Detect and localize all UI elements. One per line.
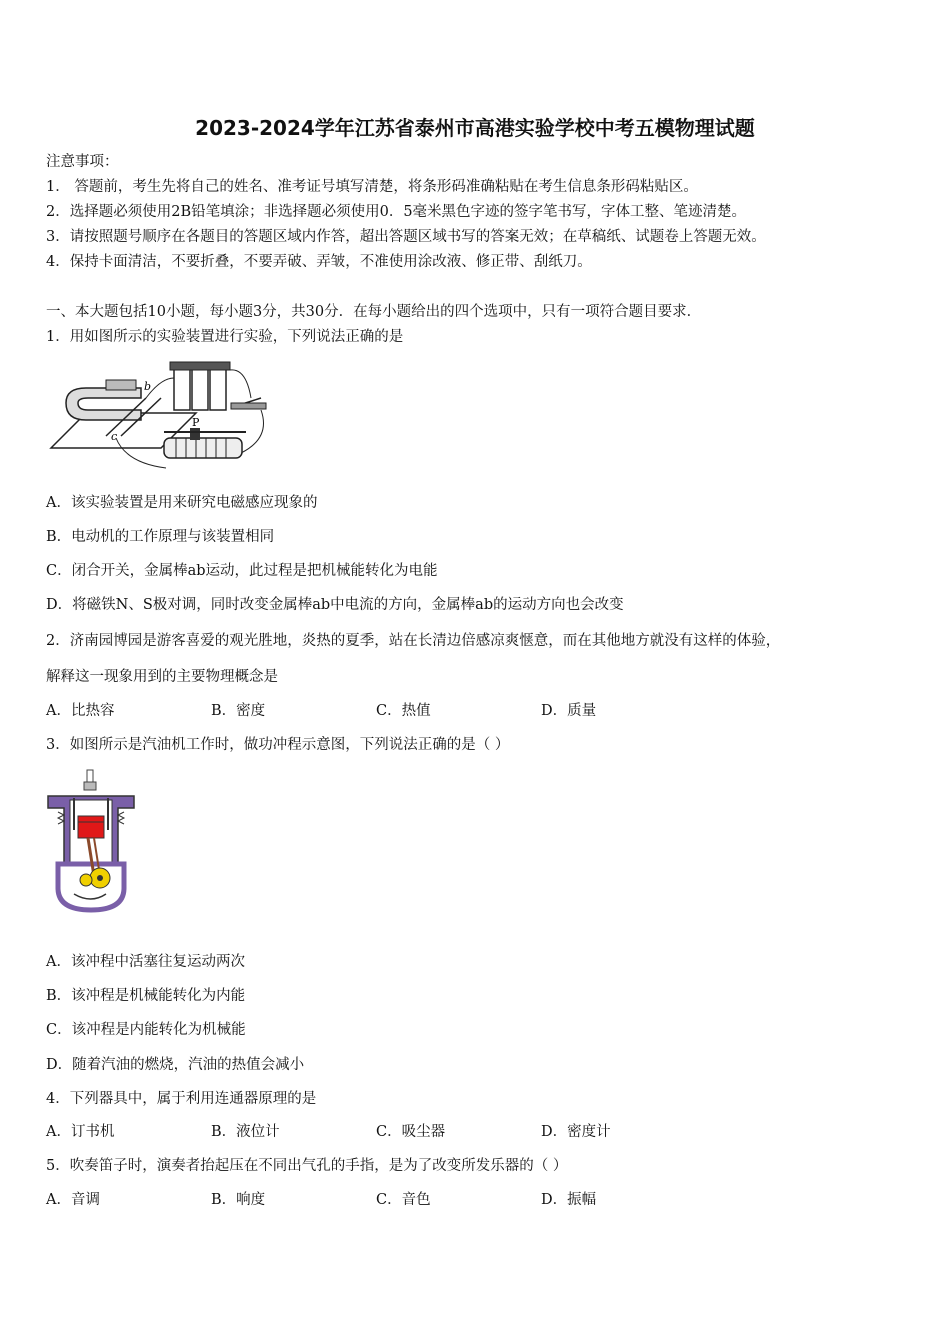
q4-option-c[interactable]: C．吸尘器 bbox=[376, 1124, 446, 1140]
question-2-stem: 2．济南园博园是游客喜爱的观光胜地，炎热的夏季，站在长清边倍感凉爽惬意，而在其他地方就没有这样的体验， bbox=[46, 633, 781, 649]
question-5-stem: 5．吹奏笛子时，演奏者抬起压在不同出气孔的手指，是为了改变所发乐器的（ ） bbox=[46, 1158, 568, 1174]
q2-options bbox=[46, 701, 666, 721]
q4-option-d[interactable]: D．密度计 bbox=[541, 1124, 611, 1140]
q3-option-c[interactable]: C．该冲程是内能转化为机械能 bbox=[46, 1022, 246, 1038]
q1-option-b[interactable]: B．电动机的工作原理与该装置相同 bbox=[46, 529, 275, 545]
section-heading: 一、本大题包括10小题，每小题3分，共30分．在每小题给出的四个选项中，只有一项符合题目要求． bbox=[46, 304, 702, 320]
question-2-stem-cont: 解释这一现象用到的主要物理概念是 bbox=[46, 669, 278, 685]
q1-option-d[interactable]: D．将磁铁N、S极对调，同时改变金属棒ab中电流的方向，金属棒ab的运动方向也会改变 bbox=[46, 597, 624, 613]
q4-option-a[interactable]: A．订书机 bbox=[46, 1124, 115, 1140]
notice-item: 3．请按照题号顺序在各题目的答题区域内作答，超出答题区域书写的答案无效；在草稿纸、试题卷上答题无效。 bbox=[46, 229, 766, 245]
q5-option-d[interactable]: D．振幅 bbox=[541, 1192, 597, 1208]
notice-item: 4．保持卡面清洁，不要折叠，不要弄破、弄皱，不准使用涂改液、修正带、刮纸刀。 bbox=[46, 254, 592, 270]
notice-item: 2．选择题必须使用2B铅笔填涂；非选择题必须使用0．5毫米黑色字迹的签字笔书写，字体工整、笔迹清楚。 bbox=[46, 204, 747, 220]
question-1-stem: 1．用如图所示的实验装置进行实验，下列说法正确的是 bbox=[46, 329, 404, 345]
q4-options bbox=[46, 1122, 666, 1142]
q1-label-b: b bbox=[144, 380, 152, 393]
q3-option-a[interactable]: A．该冲程中活塞往复运动两次 bbox=[46, 954, 245, 970]
q3-engine-figure bbox=[44, 768, 138, 914]
q4-option-b[interactable]: B．液位计 bbox=[211, 1124, 280, 1140]
q2-option-a[interactable]: A．比热容 bbox=[46, 703, 115, 719]
q3-option-d[interactable]: D．随着汽油的燃烧，汽油的热值会减小 bbox=[46, 1057, 305, 1073]
page-title: 2023-2024学年江苏省泰州市高港实验学校中考五模物理试题 bbox=[195, 116, 755, 140]
notice-item: 1． 答题前，考生先将自己的姓名、准考证号填写清楚，将条形码准确粘贴在考生信息条形码粘贴区。 bbox=[46, 179, 698, 195]
q5-option-a[interactable]: A．音调 bbox=[46, 1192, 100, 1208]
question-4-stem: 4．下列器具中，属于利用连通器原理的是 bbox=[46, 1091, 317, 1107]
question-3-stem: 3．如图所示是汽油机工作时，做功冲程示意图，下列说法正确的是（ ） bbox=[46, 737, 510, 753]
q1-option-a[interactable]: A．该实验装置是用来研究电磁感应现象的 bbox=[46, 495, 318, 511]
q2-option-d[interactable]: D．质量 bbox=[541, 703, 597, 719]
q1-apparatus-figure bbox=[46, 358, 271, 478]
q5-option-b[interactable]: B．响度 bbox=[211, 1192, 266, 1208]
q3-option-b[interactable]: B．该冲程是机械能转化为内能 bbox=[46, 988, 246, 1004]
notice-heading: 注意事项： bbox=[46, 154, 119, 170]
q1-label-p: P bbox=[192, 416, 200, 429]
q1-label-c: c bbox=[111, 430, 118, 443]
q1-option-c[interactable]: C．闭合开关，金属棒ab运动，此过程是把机械能转化为电能 bbox=[46, 563, 438, 579]
q2-option-b[interactable]: B．密度 bbox=[211, 703, 266, 719]
q2-option-c[interactable]: C．热值 bbox=[376, 703, 431, 719]
q5-option-c[interactable]: C．音色 bbox=[376, 1192, 431, 1208]
q5-options bbox=[46, 1190, 666, 1210]
